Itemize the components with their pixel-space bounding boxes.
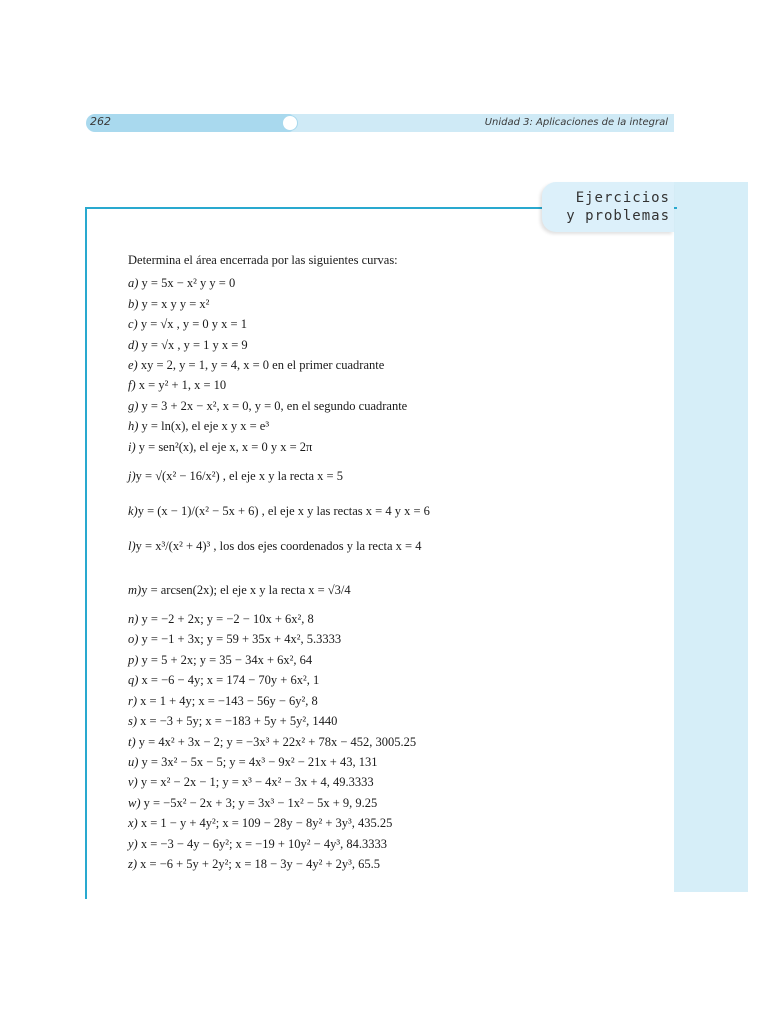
exercise-label: r)	[128, 693, 138, 708]
exercise-expression: y = x³/(x² + 4)³ , los dos ejes coordenados y la recta x = 4	[135, 538, 422, 553]
exercise-label: f)	[128, 378, 136, 393]
exercise-expression: y = 5 + 2x; y = 35 − 34x + 6x², 64	[138, 652, 313, 667]
exercise-label: a)	[128, 276, 139, 291]
exercise-label: l)	[128, 538, 136, 553]
section-tab-line2: y problemas	[566, 208, 670, 224]
exercise-label: q)	[128, 673, 139, 688]
exercise-item	[128, 495, 648, 527]
exercise-expression: y = 5x − x² y y = 0	[138, 276, 236, 291]
exercise-label: x)	[128, 816, 138, 831]
exercise-expression: y = −2 + 2x; y = −2 − 10x + 6x², 8	[138, 612, 314, 627]
exercise-expression: y = ln(x), el eje x y x = e³	[138, 419, 270, 434]
exercise-item	[128, 609, 648, 629]
exercise-item	[128, 416, 648, 436]
exercise-item	[128, 396, 648, 416]
exercise-expression: y = 3 + 2x − x², x = 0, y = 0, en el segundo cuadrante	[138, 398, 408, 413]
header-bar-left	[86, 114, 298, 132]
exercise-item	[128, 335, 648, 355]
exercise-item	[128, 813, 648, 833]
exercise-label: m)	[128, 582, 142, 597]
exercise-expression: xy = 2, y = 1, y = 4, x = 0 en el primer cuadrante	[137, 358, 385, 373]
exercise-item	[128, 629, 648, 649]
exercise-expression: y = √x , y = 0 y x = 1	[137, 317, 247, 332]
exercise-expression: y = (x − 1)/(x² − 5x + 6) , el eje x y las rectas x = 4 y x = 6	[137, 503, 430, 518]
exercise-item	[128, 732, 648, 752]
exercise-expression: x = −3 − 4y − 6y²; x = −19 + 10y² − 4y³, 84.3333	[137, 836, 387, 851]
exercise-item	[128, 772, 648, 792]
exercise-expression: x = −3 + 5y; x = −183 + 5y + 5y², 1440	[137, 714, 338, 729]
exercise-label: z)	[128, 856, 138, 871]
exercise-expression: y = arcsen(2x); el eje x y la recta x = √3/4	[141, 582, 351, 597]
exercise-label: i)	[128, 439, 136, 454]
exercise-label: t)	[128, 734, 136, 749]
exercise-label: k)	[128, 503, 138, 518]
exercise-item	[128, 294, 648, 314]
exercise-item	[128, 711, 648, 731]
exercise-item	[128, 457, 648, 495]
header-bar-knob	[282, 115, 298, 131]
exercise-expression: y = √(x² − 16/x²) , el eje x y la recta x = 5	[135, 468, 343, 483]
exercise-label: y)	[128, 836, 138, 851]
exercise-item	[128, 670, 648, 690]
exercise-label: v)	[128, 775, 138, 790]
page-number: 262	[90, 115, 111, 128]
side-band	[674, 182, 748, 892]
unit-title: Unidad 3: Aplicaciones de la integral	[484, 117, 668, 128]
exercise-label: h)	[128, 419, 139, 434]
exercise-item	[128, 437, 648, 457]
exercise-expression: y = 3x² − 5x − 5; y = 4x³ − 9x² − 21x + 43, 131	[138, 754, 378, 769]
exercise-label: s)	[128, 714, 138, 729]
exercise-label: o)	[128, 632, 139, 647]
exercise-item	[128, 691, 648, 711]
exercise-expression: y = sen²(x), el eje x, x = 0 y x = 2π	[135, 439, 313, 454]
exercise-label: b)	[128, 296, 139, 311]
intro-text: Determina el área encerrada por las siguientes curvas:	[128, 253, 398, 267]
exercise-expression: x = y² + 1, x = 10	[135, 378, 227, 393]
exercise-expression: x = 1 − y + 4y²; x = 109 − 28y − 8y² + 3y³, 435.25	[137, 816, 393, 831]
exercise-item	[128, 355, 648, 375]
exercise-label: w)	[128, 795, 141, 810]
exercise-expression: y = x² − 2x − 1; y = x³ − 4x² − 3x + 4, 49.3333	[137, 775, 374, 790]
section-tab	[542, 182, 674, 232]
exercise-item	[128, 834, 648, 854]
exercise-label: d)	[128, 337, 139, 352]
exercise-list	[128, 250, 648, 874]
exercise-items	[128, 273, 648, 874]
exercise-expression: x = 1 + 4y; x = −143 − 56y − 6y², 8	[137, 693, 318, 708]
exercise-expression: x = −6 − 4y; x = 174 − 70y + 6x², 1	[138, 673, 320, 688]
exercise-expression: y = x y y = x²	[138, 296, 210, 311]
exercise-item	[128, 273, 648, 293]
exercise-item	[128, 314, 648, 334]
exercise-label: j)	[128, 468, 136, 483]
exercise-label: u)	[128, 754, 139, 769]
exercise-expression: y = 4x² + 3x − 2; y = −3x³ + 22x² + 78x − 452, 3005.25	[135, 734, 417, 749]
exercise-item	[128, 571, 648, 609]
exercise-item	[128, 527, 648, 565]
exercise-label: p)	[128, 652, 139, 667]
exercise-label: e)	[128, 358, 138, 373]
exercise-item	[128, 793, 648, 813]
exercise-expression: y = −1 + 3x; y = 59 + 35x + 4x², 5.3333	[138, 632, 342, 647]
exercise-expression: x = −6 + 5y + 2y²; x = 18 − 3y − 4y² + 2y³, 65.5	[137, 856, 381, 871]
exercise-item	[128, 375, 648, 395]
exercise-label: c)	[128, 317, 138, 332]
exercise-item	[128, 650, 648, 670]
exercise-label: g)	[128, 398, 139, 413]
exercise-label: n)	[128, 612, 139, 627]
exercise-item	[128, 854, 648, 874]
exercise-expression: y = √x , y = 1 y x = 9	[138, 337, 248, 352]
exercise-expression: y = −5x² − 2x + 3; y = 3x³ − 1x² − 5x + 9, 9.25	[140, 795, 378, 810]
exercise-item	[128, 752, 648, 772]
section-tab-line1: Ejercicios	[575, 190, 670, 206]
